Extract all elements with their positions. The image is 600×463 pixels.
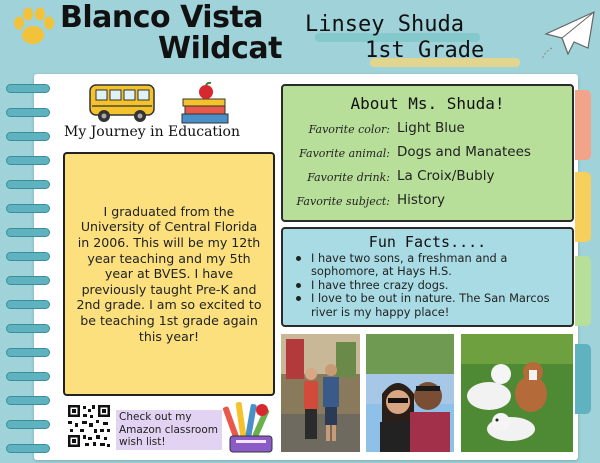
about-title: About Ms. Shuda! — [350, 94, 505, 113]
photo-couple — [366, 334, 454, 452]
fun-facts-title: Fun Facts.... — [368, 233, 487, 251]
bio-text: I graduated from the University of Central Florida in 2006. This will be my 12th year teaching and my 5th year at BVES. I have previously taught Pre-K and 2nd grade. I am so excited to be teaching 1st grade again this year! — [76, 203, 262, 344]
photo-sons — [281, 334, 360, 452]
favorite-color-row — [283, 120, 576, 142]
tab-blue — [575, 344, 591, 414]
favorite-animal-value: Dogs and Manatees — [397, 144, 531, 160]
qr-code-icon[interactable] — [66, 403, 112, 449]
favorite-animal-label: Favorite animal: — [299, 147, 390, 160]
favorite-subject-value: History — [397, 192, 446, 208]
favorite-drink-value: La Croix/Bubly — [397, 168, 495, 184]
school-supplies-icon — [222, 400, 278, 454]
favorite-subject-label: Favorite subject: — [296, 195, 390, 208]
favorite-animal-row — [283, 144, 576, 166]
fun-facts-box — [281, 227, 574, 327]
tab-yellow — [575, 172, 591, 242]
teacher-name: Linsey Shuda — [305, 12, 464, 37]
favorite-color-value: Light Blue — [397, 120, 465, 136]
teacher-heading — [305, 12, 484, 64]
fun-fact-item: I have two sons, a freshman and a sophomore, at Hays H.S. — [295, 252, 565, 279]
photo-dogs — [461, 334, 573, 452]
paper-plane-icon — [538, 8, 596, 64]
school-name-line2: Wildcat — [158, 31, 282, 66]
favorite-subject-row — [283, 192, 576, 214]
paw-icon — [10, 4, 56, 50]
books-apple-icon — [178, 82, 232, 126]
favorite-drink-label: Favorite drink: — [307, 171, 390, 184]
tab-red — [575, 90, 591, 160]
grade-label: 1st Grade — [365, 38, 485, 63]
fun-fact-item: I love to be out in nature. The San Marcos river is my happy place! — [295, 292, 565, 319]
spiral-binding — [6, 80, 50, 460]
school-name-line1: Blanco Vista — [60, 0, 264, 35]
favorite-drink-row — [283, 168, 576, 190]
school-title — [60, 2, 282, 64]
journey-title: My Journey in Education — [64, 124, 240, 140]
bio-box — [63, 152, 275, 396]
fun-facts-list — [295, 252, 565, 319]
favorite-color-label: Favorite color: — [308, 123, 390, 136]
school-bus-icon — [86, 79, 158, 125]
wishlist-link[interactable]: Check out my Amazon classroom wish list! — [116, 410, 222, 450]
fun-fact-item: I have three crazy dogs. — [295, 279, 565, 292]
tab-green — [575, 256, 591, 326]
about-box — [281, 84, 574, 222]
